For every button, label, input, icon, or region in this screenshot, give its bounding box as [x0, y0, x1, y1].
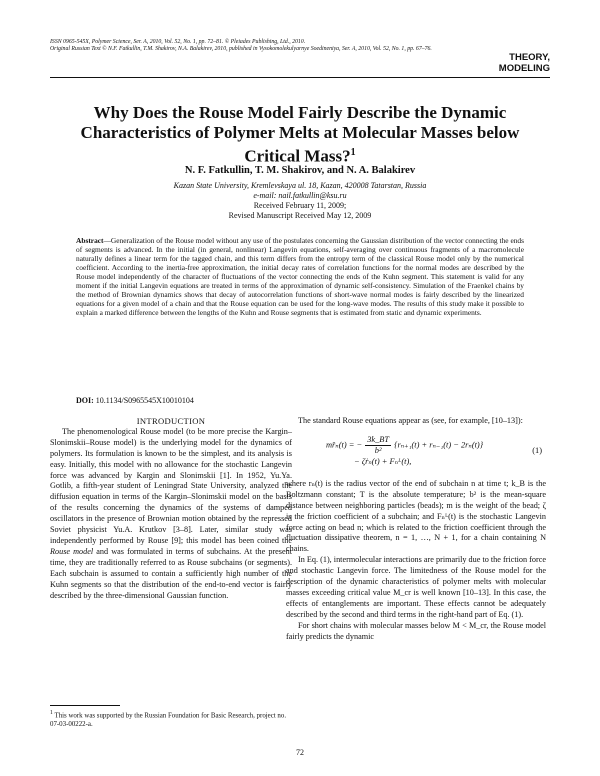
header-rule — [50, 77, 550, 78]
received-date: Received February 11, 2009; — [253, 201, 347, 210]
intro-text-b: and was formulated in terms of subchains. At the present time, they are traditionally referred to as Rouse subchains (or segments). Each subchain is assumed to contain a sufficiently high number of the Kuhn segments so that the distribution of the end-to-end vector is fairly described by the three-dimensional Gaussian function. — [50, 546, 292, 600]
equation-intro: The standard Rouse equations appear as (see, for example, [10–13]): — [298, 416, 523, 425]
affiliation: Kazan State University, Kremlevskaya ul. 18, Kazan, 420008 Tatarstan, Russia — [173, 181, 427, 190]
equation-1 — [286, 431, 546, 475]
journal-header — [50, 39, 470, 54]
equation-fraction — [365, 435, 391, 456]
introduction-heading: INTRODUCTION — [136, 416, 206, 426]
equation-line-1 — [326, 435, 483, 456]
authors: N. F. Fatkullin, T. M. Shakirov, and N. A. Balakirev — [184, 165, 416, 176]
footnote — [50, 709, 290, 729]
abstract — [76, 236, 524, 317]
paper-title-text: Why Does the Rouse Model Fairly Describe the Dynamic Characteristics of Polymer Melts at Molecular Masses below Critical Mass? — [80, 103, 520, 166]
fraction-denominator: b² — [374, 445, 382, 455]
section-label — [499, 52, 550, 74]
abstract-text: —Generalization of the Rouse model without any use of the postulates concerning the Gaussian distribution of the vector connecting the ends of segments is advanced. In the initial (in general, nonlinear) Langevin equations, self-averaging over continuous fragments of a macromolecule naturally defines a linear term for the tagged chain, and this term differs from the entropy term of the classical Rouse model only by the numerical coefficient. According to the inertia-free approximation, the initial decay rates of correlation functions for the normal modes are described by the Rouse model independently of the character of fluctuations of the vector connecting the ends of the Kuhn segment. This statement is valid for any moment if the initial Langevin equations are treated in terms of the approximation of dynamic self-consistency. Simulation of the Fraenkel chains by the method of Brownian dynamics shows that decay of autocorrelation functions of short-wave normal modes is fairly described by the linearized equations for a given model of a chain and that the Rouse equation can be used for the long-wave modes. The results of this study make it possible to explain a marked difference between the lengths of the Kuhn and Rouse segments that is estimated from static and dynamic experiments. — [76, 236, 524, 318]
intro-emphasis: Rouse model — [50, 546, 94, 556]
title-footnote-mark: 1 — [350, 147, 356, 158]
journal-header-line-1: ISSN 0965-545X, Polymer Science, Ser. A, 2010, Vol. 52, No. 1, pp. 72–81. © Pleiades Publishing, Ltd., 2010. — [50, 39, 306, 45]
paper-title — [60, 103, 540, 167]
page-number: 72 — [296, 748, 304, 757]
doi-line — [76, 396, 194, 405]
left-column — [50, 416, 292, 601]
equation-rhs: {rₙ₊₁(t) + rₙ₋₁(t) − 2rₙ(t)} — [394, 440, 484, 450]
footnote-mark: 1 — [50, 710, 53, 716]
affiliation-block — [60, 181, 540, 201]
section-label-line-1: THEORY, — [509, 52, 550, 63]
equation-line-2: − ζṙₙ(t) + Fₙᴸ(t), — [354, 456, 412, 466]
doi-value: 10.1134/S0965545X10010104 — [95, 396, 194, 405]
email: e-mail: nail.fatkullin@ksu.ru — [253, 191, 347, 200]
footnote-text: This work was supported by the Russian Foundation for Basic Research, project no. 07-03-00222-a. — [50, 712, 287, 728]
intro-text-a: The phenomenological Rouse model (to be more precise the Kargin–Slonimskii–Rouse model) is the underlying model for the dynamics of polymers. Its formulation is known to be the simplest, and its analysis is easy. Initially, this model with no allowance for the stochastic Langevin force was advanced by Kargin and Slonimskii [1]. In 1952, Yu.Ya. Gotlib, a fifth-year student of Leningrad State University, analyzed the diffusion equation in terms of the Kargin–Slonimskii model on the basis of the results concerning the dynamics of the systems of damped oscillators in the presence of Brownian motion obtained by the repressed Soviet physicist Yu.A. Krutkov [3–8]. Later, similar study was independently performed by Rouse [9]; this model has been coined the — [50, 426, 292, 545]
right-paragraph-1: where rₙ(t) is the radius vector of the end of subchain n at time t; k_B is the Boltzmann constant; T is the absolute temperature; b² is the mean-square distance between neighboring particles (beads); m is the weight of the bead; ζ is the friction coefficient of a subchain; and Fₙᴸ(t) is the stochastic Langevin force acting on bead n; which is related to the friction coefficient through the fluctuation dissipative theorem, n = 1, …, N + 1, for a chain containing N chains. — [286, 478, 546, 554]
section-label-line-2: MODELING — [498, 63, 550, 74]
dates-block — [60, 201, 540, 220]
fraction-numerator: 3k_BT — [367, 434, 390, 444]
right-paragraph-2: In Eq. (1), intermolecular interactions are primarily due to the friction force and stochastic Langevin force. The limitedness of the Rouse model for the description of the dynamic characteristics of polymer melts with molecular masses exceeding critical value M_cr is well known [10–13]. In this case, the effects of entanglements are important. These effects cannot be adequately described by the second and third terms in the right-hand part of Eq. (1). — [286, 555, 546, 619]
right-column — [286, 416, 546, 643]
equation-lhs: mr̈ₙ(t) = − — [326, 440, 363, 450]
abstract-label: Abstract — [76, 236, 104, 245]
doi-label: DOI: — [76, 396, 94, 405]
intro-paragraph — [50, 427, 292, 602]
footnote-rule — [50, 705, 120, 706]
equation-number: (1) — [532, 445, 542, 455]
right-paragraph-3: For short chains with molecular masses below M < M_cr, the Rouse model fairly predicts the dynamic — [286, 620, 546, 641]
journal-header-line-2: Original Russian Text © N.F. Fatkullin, T.M. Shakirov, N.A. Balakirev, 2010, published in Vysokomolekulyarnye Soedineniya, Ser. A, 2010, Vol. 52, No. 1, pp. 67–76. — [50, 46, 432, 53]
revised-date: Revised Manuscript Received May 12, 2009 — [228, 210, 372, 220]
